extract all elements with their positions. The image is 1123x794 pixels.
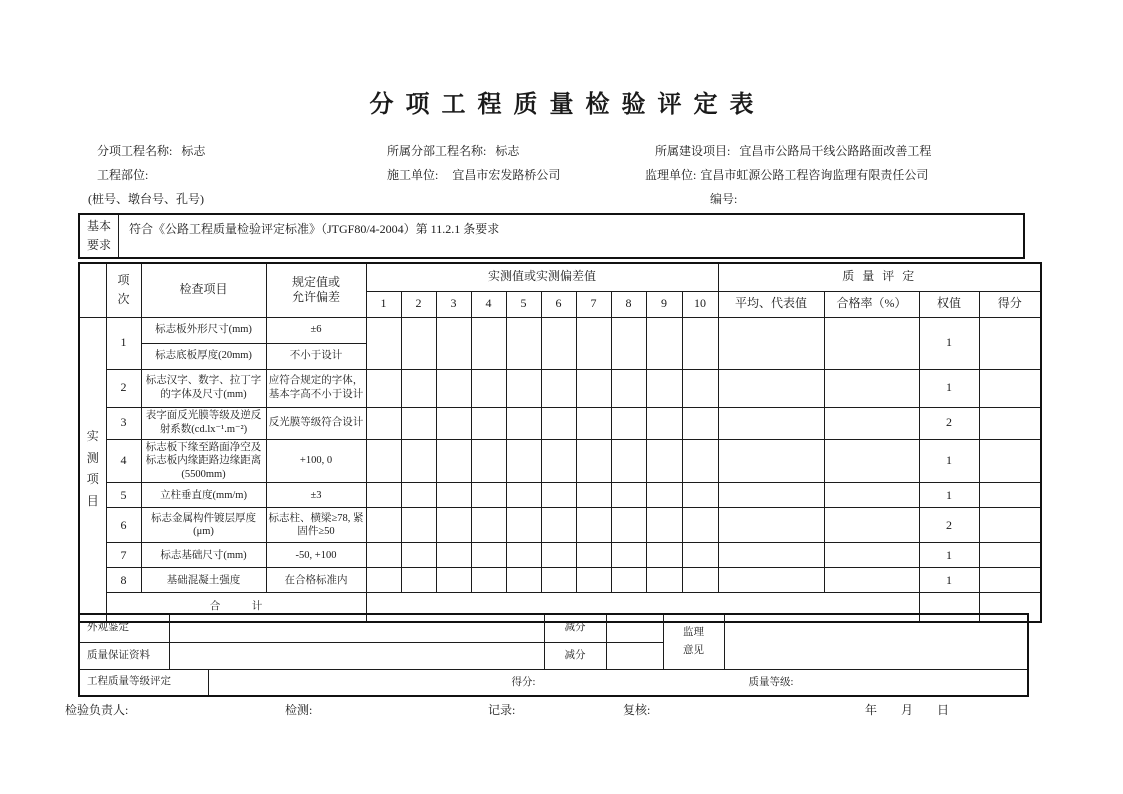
measured-cell: [646, 407, 682, 439]
field-value: 宜昌市虹源公路工程咨询监理有限责任公司: [700, 168, 929, 182]
total-label: 合 计: [106, 593, 366, 622]
avg-cell: [718, 317, 824, 369]
item-cell: 标志基础尺寸(mm): [141, 543, 266, 568]
measured-cell: [646, 483, 682, 508]
score-cell: [979, 369, 1041, 407]
field-label: (桩号、墩台号、孔号): [88, 192, 204, 206]
measured-cell: [646, 439, 682, 483]
row-no: 4: [106, 439, 141, 483]
measured-cell: [646, 543, 682, 568]
measured-cell: [436, 407, 471, 439]
measured-cell: [611, 317, 646, 369]
supervisor-opinion-cell: [663, 614, 724, 669]
weight-cell: 1: [919, 369, 979, 407]
measured-cell: [682, 369, 718, 407]
measured-cell: [401, 568, 436, 593]
item-cell: 标志板外形尺寸(mm): [141, 317, 266, 343]
row-no: 7: [106, 543, 141, 568]
spec-cell: 在合格标准内: [266, 568, 366, 593]
measured-cell: [366, 407, 401, 439]
spec-cell: ±3: [266, 483, 366, 508]
field-stake-number: [88, 190, 213, 207]
field-value: 标志: [495, 144, 520, 158]
field-subitem-name: [97, 142, 205, 159]
measured-cell: [576, 407, 611, 439]
appearance-label: 外观鉴定: [79, 614, 169, 642]
field-work-location: [97, 166, 157, 183]
avg-cell: [718, 439, 824, 483]
footer-reviewer-label: 复核:: [623, 703, 651, 717]
weight-cell: 1: [919, 543, 979, 568]
measured-cell: [506, 508, 541, 543]
col-header-m4: 4: [471, 291, 506, 317]
weight-cell: 1: [919, 317, 979, 369]
avg-cell: [718, 369, 824, 407]
score-cell: [979, 568, 1041, 593]
measured-cell: [401, 369, 436, 407]
score-cell: [979, 317, 1041, 369]
score-cell: [979, 543, 1041, 568]
field-label: 工程部位:: [97, 168, 149, 182]
measured-cell: [611, 568, 646, 593]
basic-requirements-box: [78, 213, 1025, 259]
supervisor-opinion-content-cell: [724, 614, 1028, 669]
spec-cell: 反光膜等级符合设计: [266, 407, 366, 439]
avg-cell: [718, 568, 824, 593]
quality-cert-deduct-value-cell: [606, 642, 663, 669]
passrate-cell: [824, 439, 919, 483]
field-value: 宜昌市宏发路桥公司: [452, 168, 561, 182]
corner-cell: [79, 263, 106, 317]
measured-cell: [366, 508, 401, 543]
weight-cell: 1: [919, 439, 979, 483]
col-header-weight: 权值: [919, 291, 979, 317]
field-label: 分项工程名称:: [97, 144, 173, 158]
measured-cell: [646, 317, 682, 369]
basic-requirements-label-cell: [80, 215, 119, 257]
weight-cell: 1: [919, 568, 979, 593]
measured-cell: [436, 543, 471, 568]
measured-cell: [506, 568, 541, 593]
item-cell: 标志底板厚度(20mm): [141, 343, 266, 369]
field-contractor: [387, 166, 560, 183]
score-cell: [979, 439, 1041, 483]
passrate-cell: [824, 568, 919, 593]
measured-cell: [506, 407, 541, 439]
avg-cell: [718, 508, 824, 543]
field-supervisor-unit: [645, 166, 928, 183]
measured-cell: [471, 407, 506, 439]
measured-cell: [541, 407, 576, 439]
measured-cell: [541, 543, 576, 568]
measured-cell: [611, 483, 646, 508]
evaluation-table: [78, 613, 1029, 697]
appearance-deduct-value-cell: [606, 614, 663, 642]
measured-cell: [541, 568, 576, 593]
measured-cell: [541, 317, 576, 369]
measured-cell: [576, 483, 611, 508]
measured-cell: [576, 508, 611, 543]
avg-cell: [718, 543, 824, 568]
measured-cell: [401, 407, 436, 439]
measured-cell: [682, 407, 718, 439]
row-no: 5: [106, 483, 141, 508]
col-header-m3: 3: [436, 291, 471, 317]
side-label-cell: [79, 317, 106, 622]
passrate-cell: [824, 317, 919, 369]
passrate-cell: [824, 543, 919, 568]
measured-cell: [471, 568, 506, 593]
measured-cell: [401, 483, 436, 508]
measured-cell: [682, 317, 718, 369]
passrate-cell: [824, 508, 919, 543]
measured-cell: [576, 543, 611, 568]
row-no: 6: [106, 508, 141, 543]
col-header-m1: 1: [366, 291, 401, 317]
spec-cell: 应符合规定的字体，基本字高不小于设计: [266, 369, 366, 407]
measured-cell: [576, 439, 611, 483]
item-cell: 标志金属构件镀层厚度 (μm): [141, 508, 266, 543]
col-header-m10: 10: [682, 291, 718, 317]
basic-requirements-text: 符合《公路工程质量检验评定标准》（JTGF80/4-2004）第 11.2.1 条要求: [129, 222, 500, 236]
measured-cell: [576, 369, 611, 407]
measured-cell: [366, 543, 401, 568]
measured-cell: [541, 508, 576, 543]
measured-cell: [682, 543, 718, 568]
col-header-spec: 规定值或允许偏差: [266, 263, 366, 317]
quality-level-label: 质量等级:: [748, 676, 794, 688]
weight-cell: 1: [919, 483, 979, 508]
item-cell: 标志汉字、数字、拉丁字的字体及尺寸(mm): [141, 369, 266, 407]
field-label: 所属建设项目:: [655, 144, 731, 158]
measured-cell: [682, 483, 718, 508]
col-header-m2: 2: [401, 291, 436, 317]
measured-cell: [471, 508, 506, 543]
footer-inspector-label: 检验负责人:: [65, 703, 129, 717]
measured-cell: [471, 543, 506, 568]
row-no: 2: [106, 369, 141, 407]
measured-cell: [471, 317, 506, 369]
spec-cell: -50, +100: [266, 543, 366, 568]
passrate-cell: [824, 407, 919, 439]
measured-cell: [401, 317, 436, 369]
measured-cell: [611, 508, 646, 543]
col-header-m9: 9: [646, 291, 682, 317]
item-cell: 标志板下缘至路面净空及标志板内缘距路边缘距离 (5500mm): [141, 439, 266, 483]
measured-cell: [682, 439, 718, 483]
measured-cell: [611, 369, 646, 407]
measured-cell: [471, 439, 506, 483]
measured-cell: [646, 568, 682, 593]
measured-cell: [682, 508, 718, 543]
measured-cell: [366, 568, 401, 593]
col-header-item: 检查项目: [141, 263, 266, 317]
grade-evaluation-label: 工程质量等级评定: [79, 669, 208, 696]
field-label: 所属分部工程名称:: [387, 144, 487, 158]
spec-cell: 不小于设计: [266, 343, 366, 369]
measured-cell: [436, 483, 471, 508]
grade-evaluation-cell: [208, 669, 1028, 696]
measured-cell: [541, 369, 576, 407]
measured-cell: [366, 369, 401, 407]
measured-cell: [541, 483, 576, 508]
weight-cell: 2: [919, 407, 979, 439]
measured-cell: [436, 369, 471, 407]
measured-cell: [366, 439, 401, 483]
passrate-cell: [824, 483, 919, 508]
passrate-cell: [824, 369, 919, 407]
appearance-content-cell: [169, 614, 544, 642]
col-header-no: 项次: [106, 263, 141, 317]
col-header-eval: 质量评定: [718, 263, 1041, 291]
score-cell: [979, 508, 1041, 543]
quality-cert-deduct-label: 减分: [544, 642, 606, 669]
measured-cell: [541, 439, 576, 483]
row-no: 8: [106, 568, 141, 593]
measured-cell: [436, 508, 471, 543]
avg-cell: [718, 407, 824, 439]
item-cell: 表字面反光膜等级及逆反射系数(cd.lx⁻¹.m⁻²): [141, 407, 266, 439]
field-subdivision-name: [387, 142, 519, 159]
measured-cell: [611, 543, 646, 568]
measured-cell: [576, 568, 611, 593]
basic-requirements-label: 基本要求: [86, 219, 111, 252]
field-form-number: [710, 190, 746, 207]
measured-cell: [366, 317, 401, 369]
spec-cell: 标志柱、横梁≥78, 紧固件≥50: [266, 508, 366, 543]
item-cell: 基础混凝土强度: [141, 568, 266, 593]
quality-cert-label: 质量保证资料: [79, 642, 169, 669]
field-project-name: [655, 142, 931, 159]
measured-cell: [682, 568, 718, 593]
row-no: 1: [106, 317, 141, 369]
measured-cell: [366, 483, 401, 508]
measured-cell: [401, 543, 436, 568]
measured-cell: [471, 483, 506, 508]
footer-tester-label: 检测:: [285, 703, 313, 717]
appearance-deduct-label: 减分: [544, 614, 606, 642]
measured-cell: [401, 508, 436, 543]
spec-cell: +100, 0: [266, 439, 366, 483]
measured-cell: [471, 369, 506, 407]
col-header-m8: 8: [611, 291, 646, 317]
field-label: 施工单位:: [387, 168, 439, 182]
measured-cell: [611, 407, 646, 439]
col-header-m5: 5: [506, 291, 541, 317]
side-label: 实测项目: [86, 429, 99, 508]
measured-cell: [506, 439, 541, 483]
score-cell: [979, 407, 1041, 439]
col-header-passrate: 合格率（%）: [824, 291, 919, 317]
field-value: 宜昌市公路局干线公路路面改善工程: [739, 144, 932, 158]
score-label: 得分:: [511, 676, 536, 688]
measured-cell: [436, 317, 471, 369]
measured-cell: [576, 317, 611, 369]
col-header-m6: 6: [541, 291, 576, 317]
supervisor-opinion-label: 监理意见: [683, 626, 704, 656]
inspection-table: [78, 262, 1042, 623]
field-value: 标志: [181, 144, 206, 158]
measured-cell: [646, 369, 682, 407]
measured-cell: [506, 317, 541, 369]
footer-date-label: 年 月 日: [865, 703, 950, 717]
field-label: 监理单位:: [645, 168, 697, 182]
measured-cell: [401, 439, 436, 483]
measured-cell: [611, 439, 646, 483]
row-no: 3: [106, 407, 141, 439]
score-cell: [979, 483, 1041, 508]
field-label: 编号:: [710, 192, 738, 206]
col-header-m7: 7: [576, 291, 611, 317]
avg-cell: [718, 483, 824, 508]
measured-cell: [506, 369, 541, 407]
measured-cell: [506, 543, 541, 568]
item-cell: 立柱垂直度(mm/m): [141, 483, 266, 508]
footer-recorder-label: 记录:: [488, 703, 516, 717]
spec-cell: ±6: [266, 317, 366, 343]
weight-cell: 2: [919, 508, 979, 543]
col-header-avg: 平均、代表值: [718, 291, 824, 317]
measured-cell: [436, 439, 471, 483]
measured-cell: [436, 568, 471, 593]
quality-cert-content-cell: [169, 642, 544, 669]
col-header-score: 得分: [979, 291, 1041, 317]
page-title: 分项工程质量检验评定表: [369, 92, 766, 118]
measured-cell: [646, 508, 682, 543]
measured-cell: [506, 483, 541, 508]
col-header-measured: 实测值或实测偏差值: [366, 263, 718, 291]
